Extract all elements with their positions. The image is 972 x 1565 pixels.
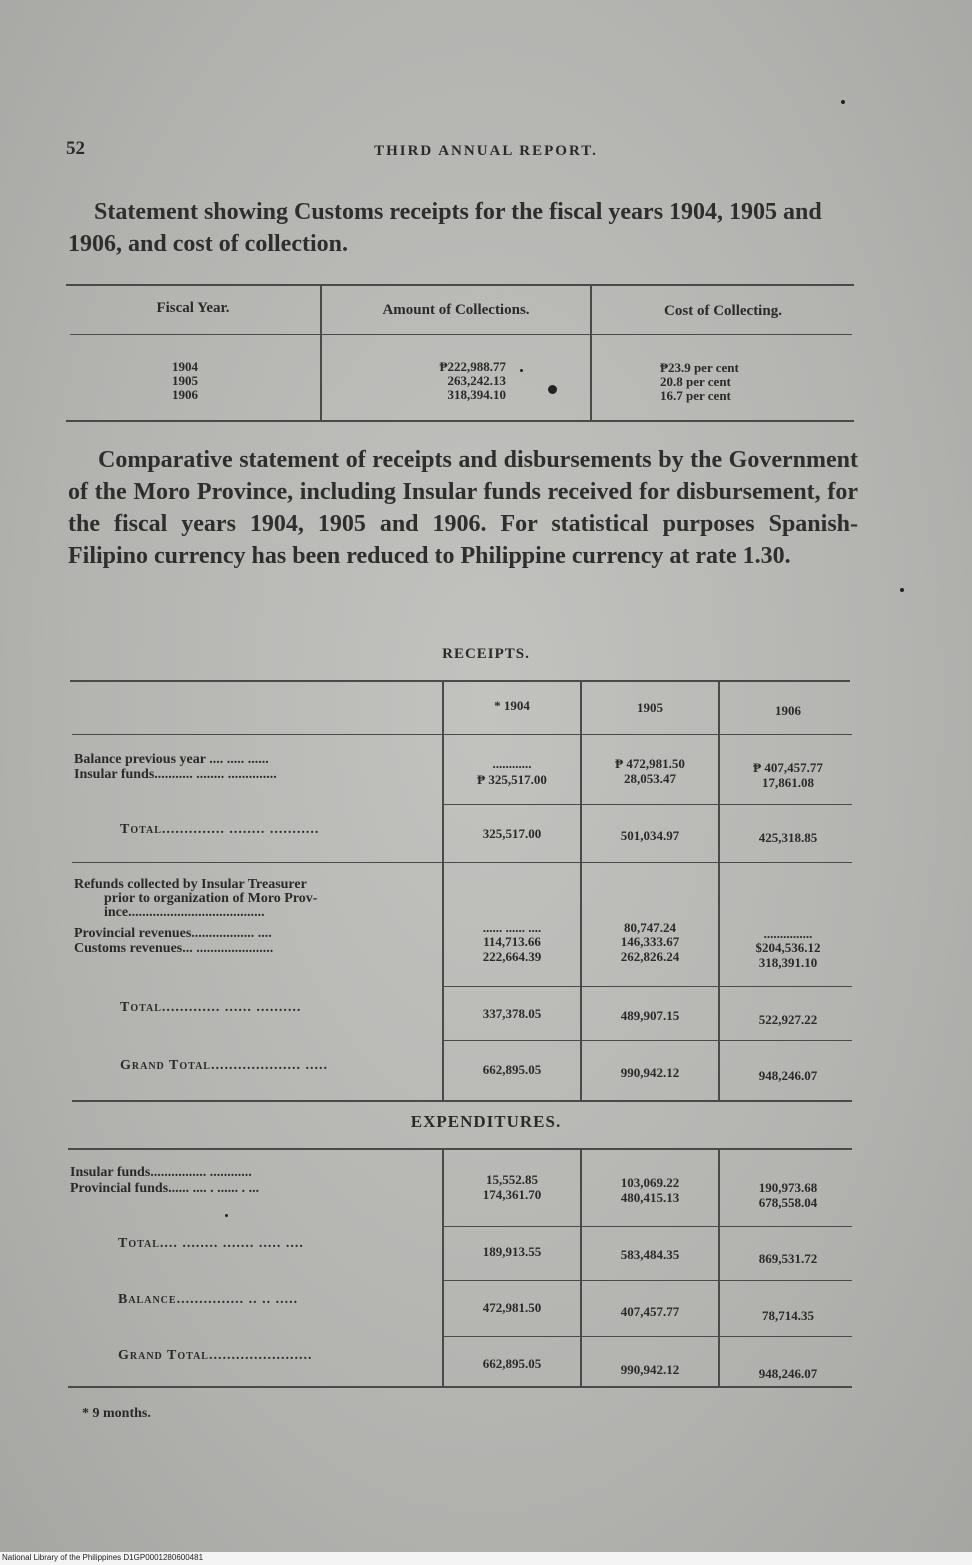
row-label-exp-balance: Balance............... .. .. .....	[118, 1292, 299, 1307]
running-head: THIRD ANNUAL REPORT.	[374, 143, 598, 159]
comparative-heading: Comparative statement of receipts and disbursements by the Government of the Moro Province, including Insular funds received for disbursement, for the fiscal years 1904, 1905 and 1906. For statistical purposes Spanish-Filipino currency has been reduced to Philippine currency at rate 1.30.	[68, 447, 858, 569]
column-divider	[580, 682, 582, 1102]
cell-refunds-1905: 80,747.24	[624, 920, 676, 935]
cell-grand-1905: 990,942.12	[620, 1065, 680, 1080]
cell-exp-balance-1906: 78,714.35	[762, 1308, 814, 1323]
table-rule	[68, 1148, 852, 1150]
row-label-refunds-end: ince.......................................	[104, 905, 265, 920]
row-label-refunds: Refunds collected by Insular Treasurer	[74, 877, 307, 892]
year-header-1905: 1905	[637, 700, 663, 715]
header-amount: Amount of Collections.	[382, 302, 530, 318]
cell-customs-1904: 222,664.39	[482, 949, 542, 964]
cell-balance-1904: ............	[492, 756, 532, 771]
ink-blot	[548, 385, 557, 394]
cell-exp-balance-1905: 407,457.77	[620, 1304, 680, 1319]
cell-exp-grand-1906: 948,246.07	[758, 1366, 818, 1381]
cell-exp-insular-1904: 15,552.85	[486, 1172, 538, 1187]
row-label-customs: Customs revenues... ......................	[74, 941, 274, 956]
amounts-column	[396, 360, 506, 402]
cell-balance-1905: ₱ 472,981.50	[615, 756, 685, 771]
table-rule	[72, 862, 852, 863]
ink-speck	[520, 369, 523, 372]
cell-refunds-1906: ...............	[763, 926, 813, 941]
amount-cell: 263,242.13	[447, 373, 506, 388]
amount-cell: ₱222,988.77	[439, 359, 506, 374]
row-label-grand-total: Grand Total.................... .....	[120, 1058, 328, 1073]
table-rule	[70, 334, 852, 335]
year-header-1904: * 1904	[494, 698, 530, 713]
cell-insular-1904: ₱ 325,517.00	[477, 772, 547, 787]
column-divider	[442, 682, 444, 1102]
row-label-refunds-cont: prior to organization of Moro Prov-	[104, 891, 318, 906]
ink-speck	[900, 588, 904, 592]
row-label-exp-grand: Grand Total.......................	[118, 1348, 313, 1363]
expenditures-title: EXPENDITURES.	[410, 1112, 562, 1131]
cost-cell: ₱23.9 per cent	[660, 360, 739, 375]
row-label-exp-insular: Insular funds................ ............	[70, 1165, 252, 1180]
cell-exp-grand-1904: 662,895.05	[482, 1356, 542, 1371]
ink-speck	[225, 1214, 228, 1217]
ink-speck	[841, 100, 845, 104]
customs-heading: Statement showing Customs receipts for the fiscal years 1904, 1905 and 1906, and cost of collection.	[68, 199, 822, 257]
table-rule	[72, 1100, 852, 1102]
row-label-insular: Insular funds........... ........ ..............	[74, 767, 277, 782]
row-label-exp-provincial: Provincial funds...... .... . ...... . ...	[70, 1181, 260, 1196]
cell-balance-1906: ₱ 407,457.77	[753, 760, 823, 775]
cell-exp-grand-1905: 990,942.12	[620, 1362, 680, 1377]
cell-exp-total-1904: 189,913.55	[482, 1244, 542, 1259]
footnote: * 9 months.	[82, 1406, 151, 1421]
cost-cell: 20.8 per cent	[660, 374, 731, 389]
year-header-1906: 1906	[775, 703, 801, 718]
table-rule	[66, 284, 854, 286]
cell-insular-1906: 17,861.08	[762, 775, 814, 790]
cell-total-1905: 501,034.97	[620, 828, 680, 843]
header-cost: Cost of Collecting.	[664, 303, 782, 319]
cell-total-1906: 425,318.85	[758, 830, 818, 845]
table-rule	[444, 986, 852, 987]
table-rule	[66, 420, 854, 422]
cell-refunds-1904: ...... ...... ....	[482, 920, 542, 935]
amount-cell: 318,394.10	[447, 387, 506, 402]
cell-grand-1906: 948,246.07	[758, 1068, 818, 1083]
table-rule	[72, 734, 852, 735]
cost-cell: 16.7 per cent	[660, 388, 731, 403]
cell-total-1904: 325,517.00	[482, 826, 542, 841]
table-rule	[68, 1386, 852, 1388]
row-label-balance: Balance previous year .... ..... ......	[74, 752, 269, 767]
cell-exp-provincial-1904: 174,361.70	[482, 1187, 542, 1202]
cell-customs-1906: 318,391.10	[758, 955, 818, 970]
cell-provincial-1906: $204,536.12	[755, 940, 821, 955]
row-label-total-receipts: Total.............. ........ ...........	[120, 822, 320, 837]
archive-caption: National Library of the Philippines D1GP0001280600481	[2, 1553, 204, 1562]
cell-exp-balance-1904: 472,981.50	[482, 1300, 542, 1315]
year-cell: 1904	[172, 359, 198, 374]
cell-total2-1905: 489,907.15	[620, 1008, 680, 1023]
costs-column	[660, 361, 810, 403]
years-column	[150, 360, 220, 402]
cell-grand-1904: 662,895.05	[482, 1062, 542, 1077]
cell-customs-1905: 262,826.24	[620, 949, 680, 964]
receipts-title: RECEIPTS.	[442, 646, 530, 662]
row-label-exp-total: Total.... ........ ....... ..... ....	[118, 1236, 304, 1251]
table-rule	[444, 1280, 852, 1281]
table-rule	[444, 1040, 852, 1041]
page-number: 52	[66, 138, 85, 159]
cell-exp-insular-1905: 103,069.22	[620, 1175, 680, 1190]
cell-insular-1905: 28,053.47	[624, 771, 676, 786]
cell-exp-total-1905: 583,484.35	[620, 1247, 680, 1262]
cell-exp-provincial-1906: 678,558.04	[758, 1195, 818, 1210]
table-rule	[70, 680, 850, 682]
column-divider	[718, 682, 720, 1102]
header-fiscal-year: Fiscal Year.	[156, 300, 230, 316]
cell-provincial-1905: 146,333.67	[620, 934, 680, 949]
row-label-provincial: Provincial revenues.................. ....	[74, 926, 272, 941]
table-rule	[444, 1226, 852, 1227]
cell-total2-1904: 337,378.05	[482, 1006, 542, 1021]
year-cell: 1905	[172, 373, 198, 388]
table-rule	[444, 1336, 852, 1337]
cell-exp-total-1906: 869,531.72	[758, 1251, 818, 1266]
cell-exp-provincial-1905: 480,415.13	[620, 1190, 680, 1205]
cell-exp-insular-1906: 190,973.68	[758, 1180, 818, 1195]
year-cell: 1906	[172, 387, 198, 402]
row-label-total-revenues: Total............. ...... ..........	[120, 1000, 302, 1015]
table-rule	[444, 804, 852, 805]
cell-total2-1906: 522,927.22	[758, 1012, 818, 1027]
cell-provincial-1904: 114,713.66	[483, 934, 541, 949]
